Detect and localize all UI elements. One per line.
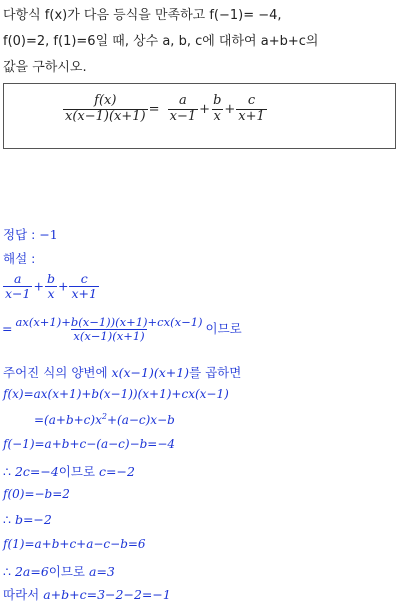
answer-label: 정답 : — [3, 227, 36, 242]
combined-suffix: 이므로 — [205, 321, 242, 337]
term1-numerator: a — [14, 271, 22, 286]
answer-value: −1 — [39, 227, 58, 242]
final-prefix: 따라서 — [3, 587, 40, 602]
term3-denominator: x+1 — [238, 108, 265, 124]
given-equation — [62, 94, 268, 125]
expanded-line — [34, 412, 175, 427]
term1-numerator: a — [179, 93, 187, 108]
partial-fraction-line — [2, 272, 100, 302]
b-value-line — [3, 512, 52, 527]
lhs-denominator: x(x−1)(x+1) — [65, 108, 146, 124]
final-expression: a+b+c=3−2−2=−1 — [43, 587, 171, 602]
final-answer-line — [3, 585, 171, 603]
plus-sign: + — [57, 278, 69, 294]
equals-sign: = — [148, 101, 160, 117]
c-equation: 2c=−4 — [14, 464, 59, 479]
therefore-symbol: ∴ — [3, 464, 11, 479]
problem-line-1: 다항식 f(x)가 다음 등식을 만족하고 f(−1)= −4, — [3, 8, 282, 23]
a-equation: 2a=6 — [14, 564, 49, 579]
given-equation-box — [3, 83, 396, 149]
therefore-symbol: ∴ — [3, 512, 11, 527]
term2-denominator: x — [213, 108, 221, 124]
answer-line — [3, 225, 58, 243]
explanation-label: 해설 : — [3, 251, 36, 266]
c-result: c=−2 — [99, 464, 135, 479]
c-connector: 이므로 — [58, 464, 96, 479]
equals-sign: = — [2, 321, 13, 337]
f-minus-one-line: f(−1)=a+b+c−(a−c)−b=−4 — [3, 437, 176, 451]
plus-sign: + — [199, 101, 211, 117]
multiply-prefix: 주어진 식의 양변에 — [3, 365, 108, 380]
multiply-suffix: 를 곱하면 — [189, 365, 242, 380]
term2-numerator: b — [46, 271, 55, 286]
problem-line-3: 값을 구하시오. — [3, 60, 87, 75]
multiply-line — [3, 363, 241, 381]
f-zero-line: f(0)=−b=2 — [3, 487, 70, 501]
combined-denominator: x(x−1)(x+1) — [73, 329, 145, 344]
term3-denominator: x+1 — [71, 286, 97, 302]
term1-denominator: x−1 — [5, 286, 31, 302]
b-result: b=−2 — [14, 512, 52, 527]
multiply-expression: x(x−1)(x+1) — [111, 365, 190, 380]
lhs-numerator: f(x) — [94, 93, 117, 108]
combined-fraction-line — [2, 316, 242, 343]
term2-numerator: b — [213, 93, 222, 108]
f-one-line: f(1)=a+b+c+a−c−b=6 — [3, 537, 146, 551]
expanded-part-a: =(a+b+c)x — [34, 413, 102, 427]
term1-denominator: x−1 — [169, 108, 197, 124]
expanded-part-c: +(a−c)x−b — [106, 413, 175, 427]
term2-denominator: x — [47, 286, 55, 302]
plus-sign: + — [33, 278, 44, 294]
exponent: 2 — [101, 412, 107, 421]
fx-identity-line: f(x)=ax(x+1)+b(x−1))(x+1)+cx(x−1) — [3, 387, 229, 401]
a-connector: 이므로 — [48, 564, 86, 579]
term3-numerator: c — [247, 93, 256, 108]
a-result: a=3 — [89, 564, 115, 579]
c-value-line — [3, 462, 135, 480]
therefore-symbol: ∴ — [3, 564, 11, 579]
combined-numerator: ax(x+1)+b(x−1))(x+1)+cx(x−1) — [15, 315, 203, 329]
problem-line-2: f(0)=2, f(1)=6일 때, 상수 a, b, c에 대하여 a+b+c의 — [3, 34, 319, 49]
term3-numerator: c — [80, 271, 88, 286]
plus-sign: + — [224, 101, 236, 117]
a-value-line — [3, 562, 115, 580]
